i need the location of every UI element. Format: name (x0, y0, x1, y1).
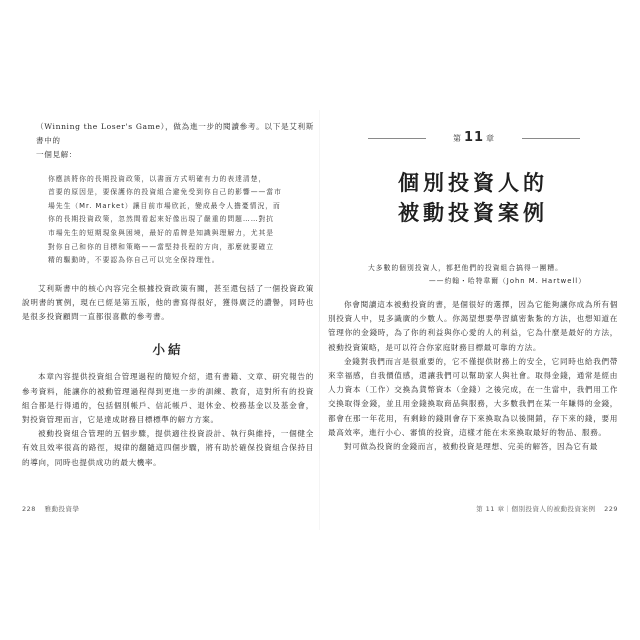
section-title: 小結 (152, 342, 184, 358)
quote-line: 你的長期投資政策，忽然間看起來好像出現了嚴重的問題……對抗 (48, 215, 275, 224)
block-quote (48, 173, 286, 268)
quote-line: 對你自己和你的目標和策略——當堅持長程的方向，那麼就要確立 (48, 242, 275, 251)
page-number: 229 (604, 505, 618, 513)
running-title: 第 11 章｜個別投資人的被動投資案例 (476, 505, 596, 513)
body-paragraph: 你會閱讀這本被動投資的書，是個很好的選擇，因為它能夠讓你成為所有個別投資人中，見多識廣的少數人。你渴望想要學習縝密紮紮的方法，也想知道在管理你的金錢時，為了你的利益與你心愛的人的利益，它為什麼是最好的方法，被動投資策略，是可以符合你家庭財務目標最可靠的方法。 (328, 300, 618, 352)
chapter-rule (522, 138, 580, 139)
body-paragraph: 金錢對我們而言是很重要的，它不僅提供財務上的安全，它同時也給我們帶來幸福感，自我價值感，還讓我們可以幫助家人與社會。取得金錢，通常是經由人力資本（工作）交換為貨幣資本（金錢）之後完成，在一生當中，我們用工作交換取得金錢，並且用金錢換取商品與服務，大多數我們在某一年賺得的金錢，都會在那一年花用，有剩餘的錢則會存下來換取為以後開銷，存下來的錢，要用最高效率，進行小心、審慎的投資，這樣才能在未來換取最好的物品、服務。 (328, 356, 618, 437)
quote-line: 市場先生的短期現象與困境，最好的盾牌是知識與理解力，尤其是 (48, 228, 275, 237)
chapter-rule (368, 138, 426, 139)
chapter-title (328, 168, 618, 228)
chapter-suffix: 章 (486, 134, 496, 143)
body-paragraph: 艾利斯書中的核心內容完全根據投資政策有關，甚至還包括了一個投資政策說明書的實例，現在已經是第五版，他的書寫得很好，獲得廣泛的讚譽，同時也是很多投資顧問一直都很喜歡的參考書。 (22, 283, 314, 322)
epigraph-text: 大多數的個別投資人，都把他們的投資組合搞得一團糟。 (368, 264, 563, 272)
body-paragraph: 本章內容提供投資組合管理過程的簡短介紹，還有書籍、文章、研究報告的參考資料，能讓你的被動管理過程得到更進一步的訓練、教育，這對所有的投資組合都是行得通的，包括個別帳戶、信託帳戶、退休金、校務基金以及基金會，對投資管理而言，它是達成財務目標標準的解方方案。 (22, 372, 314, 424)
body-paragraph: 被動投資組合管理的五個步驟，提供適往投資設計、執行與維持，一個健全有效且效率很高的路徑，規律的翻隨這四個步驟，將有助於確保投資組合保持目的導向，同時也提供成功的最大機率。 (22, 429, 314, 467)
chapter-title-line-2: 被動投資案例 (398, 201, 548, 225)
intro-line-2: 一個見解： (36, 150, 77, 160)
running-title: 雅動投資學 (44, 505, 80, 513)
left-page (22, 120, 314, 540)
right-body (328, 298, 618, 454)
epigraph-attribution: ——約翰・哈特韋爾（John M. Hartwell） (428, 277, 586, 285)
right-folio (476, 504, 618, 513)
left-folio (22, 504, 80, 513)
intro-line-1: （Winning the Loser's Game），做為進一步的閱讀參考。以下是艾利斯書中的 (36, 122, 314, 146)
quote-line: 場先生（Mr. Market）讓目前市場欣託，變成最令人擔憂情況，而 (48, 201, 281, 210)
page-gutter (319, 110, 320, 530)
chapter-title-line-1: 個別投資人的 (398, 171, 548, 195)
right-page (328, 120, 618, 540)
chapter-number (426, 130, 522, 145)
quote-line: 精的驅動時，不要認為你自己可以完全保持理性。 (48, 256, 220, 265)
page-number: 228 (22, 505, 36, 513)
quote-line: 首要的原因是，要保護你的投資組合避免受到你自己的影響——當市 (48, 188, 282, 197)
chapter-label (328, 130, 618, 146)
chapter-number-value: 11 (463, 130, 485, 145)
quote-line: 你應該將你的長期投資政策，以書面方式明確有力的表達清楚， (48, 174, 267, 183)
chapter-prefix: 第 (452, 134, 462, 143)
body-paragraph: 對可做為投資的金錢而言，被動投資是理想、完美的解答，因為它有最 (344, 442, 599, 452)
epigraph (368, 262, 598, 288)
